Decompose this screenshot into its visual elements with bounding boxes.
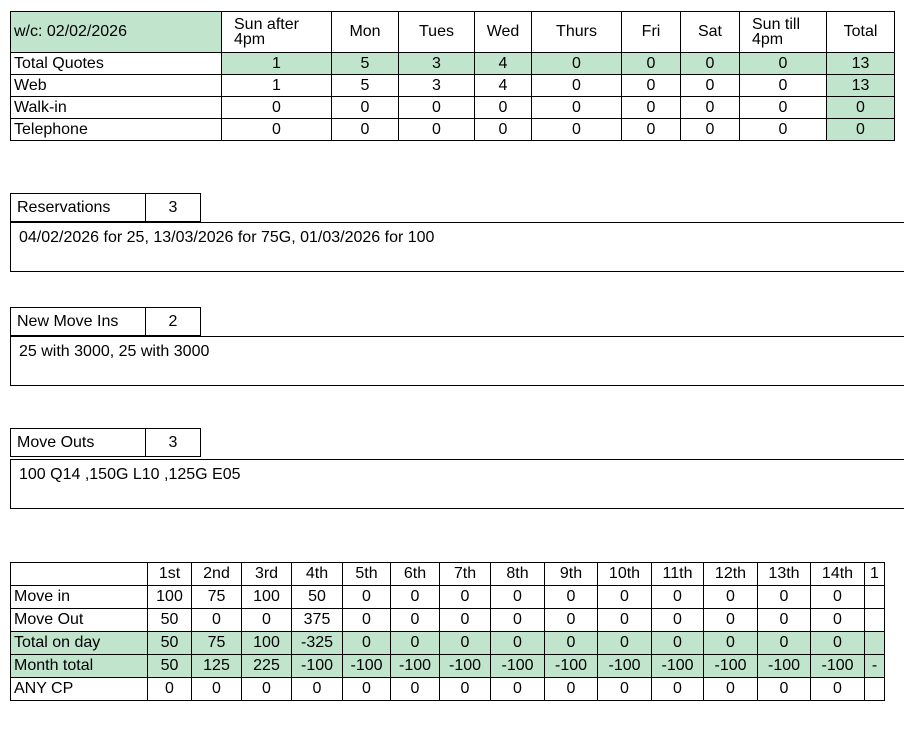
col-wed[interactable]: Wed (475, 12, 532, 53)
total-cell[interactable]: 0 (827, 97, 895, 119)
cell[interactable]: 0 (652, 632, 704, 655)
day-header[interactable]: 9th (545, 563, 598, 586)
row-label[interactable]: Total on day (11, 632, 148, 655)
daily-row-move-out (11, 609, 885, 632)
weekly-quotes-table (10, 11, 895, 141)
cell[interactable]: -100 (343, 655, 391, 678)
cell[interactable]: 0 (704, 632, 758, 655)
cell[interactable]: -100 (440, 655, 491, 678)
quotes-row-walk-in (11, 97, 895, 119)
cell[interactable]: 75 (192, 586, 242, 609)
move-outs-label[interactable]: Move Outs (11, 429, 146, 457)
daily-row-any-cp (11, 678, 885, 701)
cell[interactable]: 0 (811, 632, 865, 655)
cell[interactable]: 0 (343, 586, 391, 609)
cell[interactable]: 5 (332, 53, 399, 75)
total-cell[interactable]: 13 (827, 53, 895, 75)
cell[interactable]: 0 (532, 53, 622, 75)
cell[interactable]: 0 (440, 586, 491, 609)
cell[interactable]: 0 (222, 97, 332, 119)
cell[interactable]: 100 (242, 632, 292, 655)
col-mon[interactable]: Mon (332, 12, 399, 53)
cell[interactable]: -325 (292, 632, 343, 655)
cell[interactable]: 0 (399, 97, 475, 119)
cell[interactable]: 50 (292, 586, 343, 609)
day-header[interactable]: 5th (343, 563, 391, 586)
cell[interactable]: 0 (811, 586, 865, 609)
cell[interactable]: -100 (704, 655, 758, 678)
cell[interactable]: 225 (242, 655, 292, 678)
cell[interactable] (865, 632, 885, 655)
row-label[interactable]: Total Quotes (11, 53, 222, 75)
cell[interactable]: 0 (740, 53, 827, 75)
cell[interactable]: 0 (598, 586, 652, 609)
reservations-header (10, 193, 201, 222)
day-header[interactable]: 6th (391, 563, 440, 586)
cell[interactable]: 0 (681, 53, 740, 75)
reservations-count[interactable]: 3 (146, 194, 201, 222)
day-header[interactable]: 14th (811, 563, 865, 586)
cell[interactable]: 4 (475, 53, 532, 75)
move-ins-label[interactable]: New Move Ins (11, 308, 146, 336)
cell[interactable]: 0 (332, 119, 399, 141)
cell[interactable]: 0 (491, 678, 545, 701)
col-total[interactable]: Total (827, 12, 895, 53)
cell[interactable]: 4 (475, 75, 532, 97)
cell[interactable] (865, 586, 885, 609)
day-header[interactable]: 4th (292, 563, 343, 586)
cell[interactable]: 0 (704, 609, 758, 632)
corner-cell[interactable] (11, 563, 148, 586)
cell[interactable]: 3 (399, 53, 475, 75)
reservations-details[interactable]: 04/02/2026 for 25, 13/03/2026 for 75G, 01/03/2026 for 100 (10, 222, 904, 272)
col-thurs[interactable]: Thurs (532, 12, 622, 53)
cell[interactable]: -100 (758, 655, 811, 678)
cell[interactable]: 0 (545, 632, 598, 655)
cell[interactable]: 0 (545, 678, 598, 701)
daily-header-row (11, 563, 885, 586)
col-sat[interactable]: Sat (681, 12, 740, 53)
cell[interactable]: 0 (758, 632, 811, 655)
day-header[interactable]: 10th (598, 563, 652, 586)
move-ins-details[interactable]: 25 with 3000, 25 with 3000 (10, 336, 904, 386)
cell[interactable]: 0 (332, 97, 399, 119)
cell[interactable]: 3 (399, 75, 475, 97)
day-header[interactable]: 3rd (242, 563, 292, 586)
cell[interactable]: 5 (332, 75, 399, 97)
week-commencing-label[interactable]: w/c: 02/02/2026 (11, 12, 222, 53)
cell[interactable]: -100 (545, 655, 598, 678)
cell[interactable]: 1 (222, 75, 332, 97)
cell[interactable]: 50 (148, 632, 192, 655)
cell[interactable]: 0 (343, 678, 391, 701)
cell[interactable]: 0 (532, 119, 622, 141)
day-header[interactable]: 1st (148, 563, 192, 586)
cell[interactable]: 0 (740, 119, 827, 141)
col-fri[interactable]: Fri (622, 12, 681, 53)
row-label[interactable]: Telephone (11, 119, 222, 141)
cell[interactable]: 0 (758, 609, 811, 632)
cell[interactable]: 0 (811, 609, 865, 632)
cell[interactable]: 0 (545, 586, 598, 609)
cell[interactable]: 100 (148, 586, 192, 609)
move-outs-count[interactable]: 3 (146, 429, 201, 457)
day-header[interactable]: 7th (440, 563, 491, 586)
cell[interactable]: 0 (681, 97, 740, 119)
cell[interactable]: 0 (440, 678, 491, 701)
day-header[interactable]: 2nd (192, 563, 242, 586)
cell[interactable]: 0 (475, 97, 532, 119)
cell[interactable]: -100 (598, 655, 652, 678)
row-label[interactable]: Walk-in (11, 97, 222, 119)
cell[interactable]: 0 (532, 75, 622, 97)
cell[interactable]: 0 (681, 119, 740, 141)
cell[interactable]: 0 (242, 609, 292, 632)
cell[interactable]: 0 (598, 632, 652, 655)
quotes-row-telephone (11, 119, 895, 141)
row-label[interactable]: Month total (11, 655, 148, 678)
cell[interactable]: -100 (491, 655, 545, 678)
cell[interactable]: - (865, 655, 885, 678)
cell[interactable]: 0 (491, 609, 545, 632)
row-label[interactable]: Move Out (11, 609, 148, 632)
move-outs-header (10, 428, 201, 457)
cell[interactable]: 0 (652, 586, 704, 609)
cell[interactable]: 0 (391, 632, 440, 655)
day-header[interactable]: 11th (652, 563, 704, 586)
cell[interactable]: 0 (740, 97, 827, 119)
move-ins-header (10, 307, 201, 336)
total-cell[interactable]: 13 (827, 75, 895, 97)
cell[interactable]: 0 (704, 678, 758, 701)
cell[interactable]: 0 (758, 586, 811, 609)
cell[interactable]: 0 (532, 97, 622, 119)
cell[interactable]: 0 (192, 609, 242, 632)
col-sun-after-4pm[interactable]: Sun after 4pm (222, 12, 332, 53)
cell[interactable] (865, 678, 885, 701)
cell[interactable]: -100 (292, 655, 343, 678)
cell[interactable]: -100 (652, 655, 704, 678)
cell[interactable]: 0 (811, 678, 865, 701)
cell[interactable]: 0 (343, 632, 391, 655)
cell[interactable]: 0 (475, 119, 532, 141)
total-cell[interactable]: 0 (827, 119, 895, 141)
cell[interactable]: 0 (491, 632, 545, 655)
cell[interactable]: -100 (391, 655, 440, 678)
quotes-header-row (11, 12, 895, 53)
cell[interactable]: 0 (391, 586, 440, 609)
daily-movement-table (10, 562, 885, 701)
row-label[interactable]: Move in (11, 586, 148, 609)
cell[interactable]: 0 (598, 678, 652, 701)
daily-row-move-in (11, 586, 885, 609)
cell[interactable]: 1 (222, 53, 332, 75)
cell[interactable]: 0 (148, 678, 192, 701)
day-header[interactable]: 13th (758, 563, 811, 586)
cell[interactable]: 0 (652, 609, 704, 632)
cell[interactable]: 0 (491, 586, 545, 609)
cell[interactable]: 0 (681, 75, 740, 97)
cell[interactable]: 0 (622, 97, 681, 119)
col-sun-till-4pm[interactable]: Sun till 4pm (740, 12, 827, 53)
cell[interactable]: 0 (440, 609, 491, 632)
cell[interactable]: 0 (758, 678, 811, 701)
quotes-row-total (11, 53, 895, 75)
col-tues[interactable]: Tues (399, 12, 475, 53)
cell[interactable]: 0 (292, 678, 343, 701)
cell[interactable]: 0 (622, 53, 681, 75)
cell[interactable]: 0 (391, 678, 440, 701)
move-outs-details[interactable]: 100 Q14 ,150G L10 ,125G E05 (10, 459, 904, 509)
cell[interactable]: 375 (292, 609, 343, 632)
cell[interactable]: 0 (242, 678, 292, 701)
cell[interactable]: 0 (391, 609, 440, 632)
cell[interactable]: 50 (148, 609, 192, 632)
reservations-label[interactable]: Reservations (11, 194, 146, 222)
row-label[interactable]: Web (11, 75, 222, 97)
day-header[interactable]: 8th (491, 563, 545, 586)
cell[interactable]: 0 (622, 119, 681, 141)
cell[interactable]: -100 (811, 655, 865, 678)
cell[interactable]: 50 (148, 655, 192, 678)
cell[interactable]: 0 (598, 609, 652, 632)
day-header[interactable]: 12th (704, 563, 758, 586)
cell[interactable]: 0 (222, 119, 332, 141)
cell[interactable]: 0 (192, 678, 242, 701)
cell[interactable]: 0 (545, 609, 598, 632)
cell[interactable]: 75 (192, 632, 242, 655)
daily-row-total-on-day (11, 632, 885, 655)
row-label[interactable]: ANY CP (11, 678, 148, 701)
daily-row-month-total (11, 655, 885, 678)
cell[interactable]: 0 (740, 75, 827, 97)
day-header[interactable]: 1 (865, 563, 885, 586)
cell[interactable]: 0 (399, 119, 475, 141)
quotes-row-web (11, 75, 895, 97)
cell[interactable]: 0 (704, 586, 758, 609)
cell[interactable]: 0 (652, 678, 704, 701)
cell[interactable]: 125 (192, 655, 242, 678)
cell[interactable]: 0 (343, 609, 391, 632)
cell[interactable]: 0 (622, 75, 681, 97)
cell[interactable]: 0 (440, 632, 491, 655)
move-ins-count[interactable]: 2 (146, 308, 201, 336)
cell[interactable]: 100 (242, 586, 292, 609)
cell[interactable] (865, 609, 885, 632)
